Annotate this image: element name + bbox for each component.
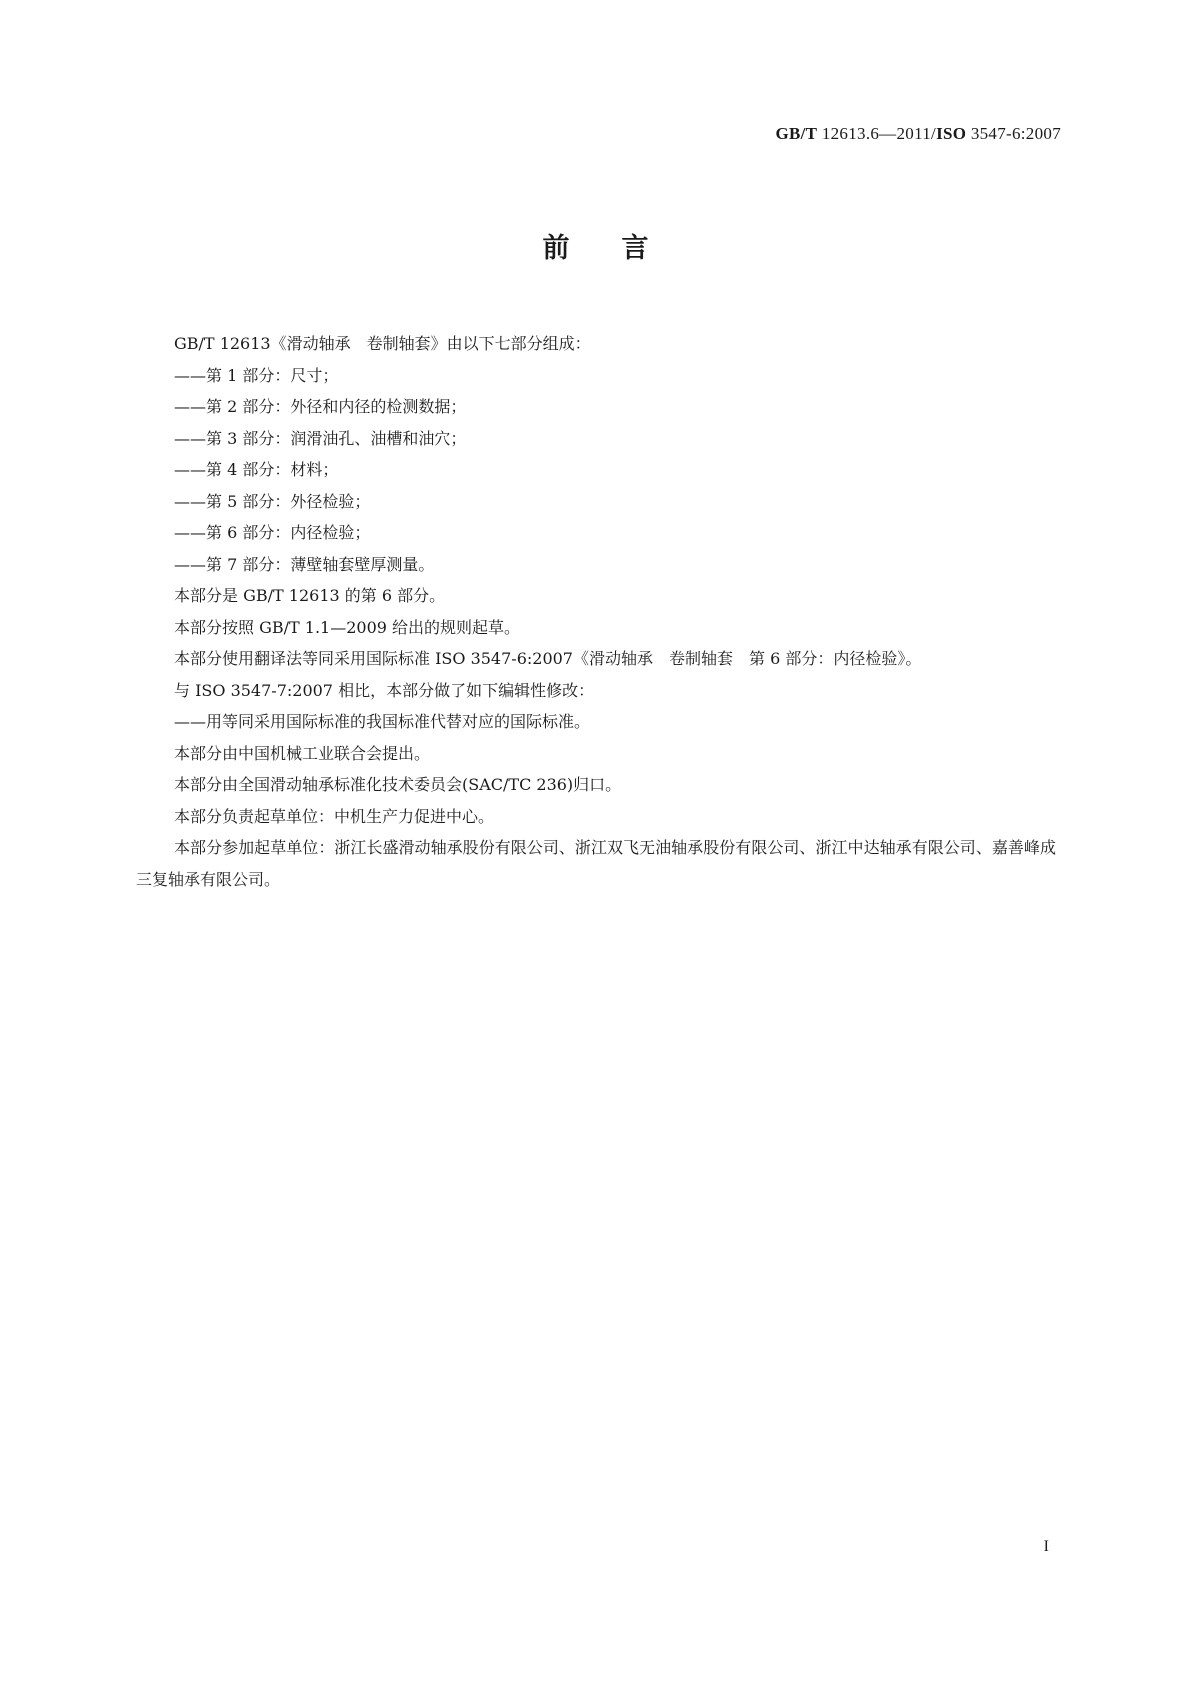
list-item-part-6: ——第 6 部分：内径检验； [174,523,371,542]
foreword-body [136,328,1056,895]
paragraph-this-part: 本部分是 GB/T 12613 的第 6 部分。 [174,586,446,605]
list-item-part-4: ——第 4 部分：材料； [174,460,339,479]
standard-number-iso: 3547-6:2007 [966,124,1061,143]
standard-code-gb: GB/T [775,124,818,143]
paragraph-comparison: 与 ISO 3547-7:2007 相比，本部分做了如下编辑性修改： [174,680,595,700]
paragraph-adoption: 本部分使用翻译法等同采用国际标准 ISO 3547-6:2007《滑动轴承 卷制轴套 第 6 部分：内径检验》。 [174,649,922,668]
standard-number-gb: 12613.6—2011/ [817,124,937,143]
paragraph-centralized-by: 本部分由全国滑动轴承标准化技术委员会(SAC/TC 236)归口。 [174,775,622,794]
page-number: I [1043,1538,1049,1555]
list-item-part-3: ——第 3 部分：润滑油孔、油槽和油穴； [174,428,467,448]
paragraph-proposed-by: 本部分由中国机械工业联合会提出。 [174,743,431,763]
list-item-part-5: ——第 5 部分：外径检验； [174,491,371,511]
page-title: 前言 [542,233,701,264]
paragraph-participating-units: 本部分参加起草单位：浙江长盛滑动轴承股份有限公司、浙江双飞无油轴承股份有限公司、浙江中达轴承有限公司、嘉善峰成三复轴承有限公司。 [136,838,1056,889]
paragraph-drafting-rules: 本部分按照 GB/T 1.1—2009 给出的规则起草。 [174,617,521,637]
standard-code-iso: ISO [936,124,967,143]
standard-number-header [775,124,1061,144]
list-item-part-7: ——第 7 部分：薄壁轴套壁厚测量。 [174,554,435,574]
list-item-part-1: ——第 1 部分：尺寸； [174,365,339,385]
list-item-part-2: ——第 2 部分：外径和内径的检测数据； [174,397,467,416]
list-item-modification: ——用等同采用国际标准的我国标准代替对应的国际标准。 [174,712,591,731]
paragraph-composition: GB/T 12613《滑动轴承 卷制轴套》由以下七部分组成： [174,334,591,353]
paragraph-drafting-unit: 本部分负责起草单位：中机生产力促进中心。 [174,806,495,826]
